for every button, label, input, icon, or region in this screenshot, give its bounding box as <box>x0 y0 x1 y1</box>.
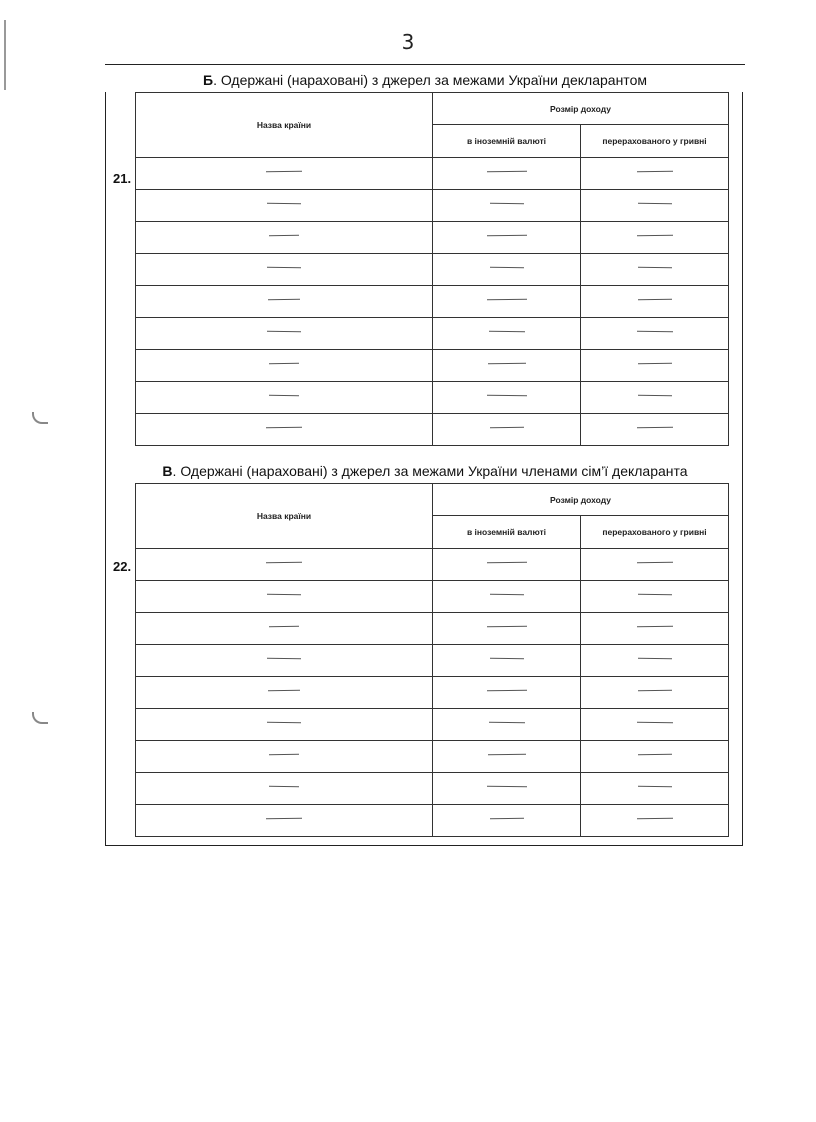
empty-dash-mark <box>267 203 301 204</box>
country-cell[interactable] <box>136 254 433 286</box>
country-cell[interactable] <box>136 350 433 382</box>
country-cell[interactable] <box>136 613 433 645</box>
empty-dash-mark <box>269 754 299 755</box>
empty-dash-mark <box>637 299 671 300</box>
foreign-currency-cell[interactable] <box>433 414 581 446</box>
header-income-size: Розмір доходу <box>433 93 729 125</box>
empty-dash-mark <box>487 363 525 365</box>
empty-dash-mark <box>637 267 671 268</box>
converted-uah-cell[interactable] <box>581 805 729 837</box>
empty-dash-mark <box>269 395 299 396</box>
converted-uah-cell[interactable] <box>581 645 729 677</box>
converted-uah-cell[interactable] <box>581 741 729 773</box>
top-rule <box>105 64 745 65</box>
empty-dash-mark <box>489 818 523 819</box>
empty-dash-mark <box>266 562 302 564</box>
country-cell[interactable] <box>136 741 433 773</box>
section-v-table <box>135 483 729 837</box>
section-b-title <box>105 72 745 88</box>
empty-dash-mark <box>487 754 525 756</box>
empty-dash-mark <box>489 267 523 268</box>
header-converted-uah: перерахованого у гривні <box>581 125 729 158</box>
foreign-currency-cell[interactable] <box>433 581 581 613</box>
converted-uah-cell[interactable] <box>581 318 729 350</box>
binder-hole-mark <box>32 412 48 424</box>
row-number-22: 22. <box>113 559 132 574</box>
empty-dash-mark <box>637 594 671 595</box>
empty-dash-mark <box>267 722 301 723</box>
empty-dash-mark <box>489 203 523 204</box>
converted-uah-cell[interactable] <box>581 158 729 190</box>
empty-dash-mark <box>637 786 671 787</box>
header-country: Назва країни <box>136 484 433 549</box>
country-cell[interactable] <box>136 709 433 741</box>
foreign-currency-cell[interactable] <box>433 677 581 709</box>
foreign-currency-cell[interactable] <box>433 709 581 741</box>
foreign-currency-cell[interactable] <box>433 645 581 677</box>
section-v-rows <box>136 549 729 837</box>
section-v-row <box>136 709 729 741</box>
empty-dash-mark <box>486 626 526 628</box>
converted-uah-cell[interactable] <box>581 581 729 613</box>
converted-uah-cell[interactable] <box>581 222 729 254</box>
empty-dash-mark <box>267 594 301 595</box>
empty-dash-mark <box>636 818 672 820</box>
header-foreign-currency: в іноземній валюті <box>433 125 581 158</box>
section-b-row <box>136 254 729 286</box>
header-country: Назва країни <box>136 93 433 158</box>
section-v-row <box>136 645 729 677</box>
empty-dash-mark <box>486 395 526 397</box>
section-v-row <box>136 773 729 805</box>
empty-dash-mark <box>489 594 523 595</box>
foreign-currency-cell[interactable] <box>433 158 581 190</box>
converted-uah-cell[interactable] <box>581 773 729 805</box>
empty-dash-mark <box>636 722 672 724</box>
foreign-currency-cell[interactable] <box>433 286 581 318</box>
empty-dash-mark <box>636 626 672 628</box>
foreign-currency-cell[interactable] <box>433 773 581 805</box>
country-cell[interactable] <box>136 645 433 677</box>
empty-dash-mark <box>266 171 302 173</box>
section-b-row <box>136 318 729 350</box>
empty-dash-mark <box>637 754 671 755</box>
section-b-row <box>136 382 729 414</box>
empty-dash-mark <box>486 299 526 301</box>
empty-dash-mark <box>488 722 524 724</box>
empty-dash-mark <box>268 299 300 300</box>
empty-dash-mark <box>269 626 299 627</box>
empty-dash-mark <box>637 203 671 204</box>
page-number: 3 <box>401 30 415 54</box>
section-b-row <box>136 222 729 254</box>
empty-dash-mark <box>266 818 302 820</box>
empty-dash-mark <box>637 690 671 691</box>
empty-dash-mark <box>636 331 672 333</box>
foreign-currency-cell[interactable] <box>433 254 581 286</box>
section-v-row <box>136 581 729 613</box>
converted-uah-cell[interactable] <box>581 677 729 709</box>
converted-uah-cell[interactable] <box>581 350 729 382</box>
country-cell[interactable] <box>136 549 433 581</box>
empty-dash-mark <box>489 427 523 428</box>
foreign-currency-cell[interactable] <box>433 350 581 382</box>
empty-dash-mark <box>489 658 523 659</box>
empty-dash-mark <box>486 562 526 564</box>
empty-dash-mark <box>636 171 672 173</box>
empty-dash-mark <box>486 171 526 173</box>
converted-uah-cell[interactable] <box>581 709 729 741</box>
country-cell[interactable] <box>136 222 433 254</box>
country-cell[interactable] <box>136 382 433 414</box>
empty-dash-mark <box>267 331 301 332</box>
converted-uah-cell[interactable] <box>581 254 729 286</box>
empty-dash-mark <box>486 690 526 692</box>
converted-uah-cell[interactable] <box>581 613 729 645</box>
empty-dash-mark <box>267 658 301 659</box>
empty-dash-mark <box>636 235 672 237</box>
section-b-title-text: . Одержані (нараховані) з джерел за межами України декларантом <box>213 72 647 88</box>
converted-uah-cell[interactable] <box>581 414 729 446</box>
header-converted-uah: перерахованого у гривні <box>581 516 729 549</box>
empty-dash-mark <box>486 235 526 237</box>
foreign-currency-cell[interactable] <box>433 741 581 773</box>
section-v-row <box>136 549 729 581</box>
section-b-row <box>136 158 729 190</box>
country-cell[interactable] <box>136 805 433 837</box>
section-b-row <box>136 350 729 382</box>
converted-uah-cell[interactable] <box>581 286 729 318</box>
foreign-currency-cell[interactable] <box>433 318 581 350</box>
empty-dash-mark <box>266 427 302 429</box>
foreign-currency-cell[interactable] <box>433 222 581 254</box>
country-cell[interactable] <box>136 190 433 222</box>
country-cell[interactable] <box>136 158 433 190</box>
section-b-row <box>136 414 729 446</box>
header-foreign-currency: в іноземній валюті <box>433 516 581 549</box>
binder-hole-mark <box>32 712 48 724</box>
country-cell[interactable] <box>136 773 433 805</box>
section-b-letter: Б <box>203 72 214 88</box>
section-b-row <box>136 286 729 318</box>
converted-uah-cell[interactable] <box>581 549 729 581</box>
foreign-currency-cell[interactable] <box>433 613 581 645</box>
section-v-row <box>136 741 729 773</box>
country-cell[interactable] <box>136 677 433 709</box>
country-cell[interactable] <box>136 581 433 613</box>
empty-dash-mark <box>637 363 671 364</box>
section-b-row <box>136 190 729 222</box>
empty-dash-mark <box>267 267 301 268</box>
section-v-title <box>105 463 745 479</box>
section-v-title-text: . Одержані (нараховані) з джерел за межами України членами сім’ї декларанта <box>172 463 688 479</box>
section-b-rows <box>136 158 729 446</box>
empty-dash-mark <box>269 786 299 787</box>
country-cell[interactable] <box>136 414 433 446</box>
section-b-table <box>135 92 729 446</box>
foreign-currency-cell[interactable] <box>433 190 581 222</box>
converted-uah-cell[interactable] <box>581 382 729 414</box>
header-income-size: Розмір доходу <box>433 484 729 516</box>
empty-dash-mark <box>269 363 299 364</box>
section-v-letter: В <box>162 463 173 479</box>
foreign-currency-cell[interactable] <box>433 382 581 414</box>
section-v-row <box>136 805 729 837</box>
foreign-currency-cell[interactable] <box>433 549 581 581</box>
empty-dash-mark <box>636 427 672 429</box>
section-v-row <box>136 677 729 709</box>
empty-dash-mark <box>269 235 299 236</box>
empty-dash-mark <box>486 786 526 788</box>
section-v-row <box>136 613 729 645</box>
empty-dash-mark <box>268 690 300 691</box>
row-number-21: 21. <box>113 171 132 186</box>
empty-dash-mark <box>637 395 671 396</box>
country-cell[interactable] <box>136 318 433 350</box>
empty-dash-mark <box>636 562 672 564</box>
foreign-currency-cell[interactable] <box>433 805 581 837</box>
empty-dash-mark <box>488 331 524 333</box>
empty-dash-mark <box>637 658 671 659</box>
country-cell[interactable] <box>136 286 433 318</box>
converted-uah-cell[interactable] <box>581 190 729 222</box>
